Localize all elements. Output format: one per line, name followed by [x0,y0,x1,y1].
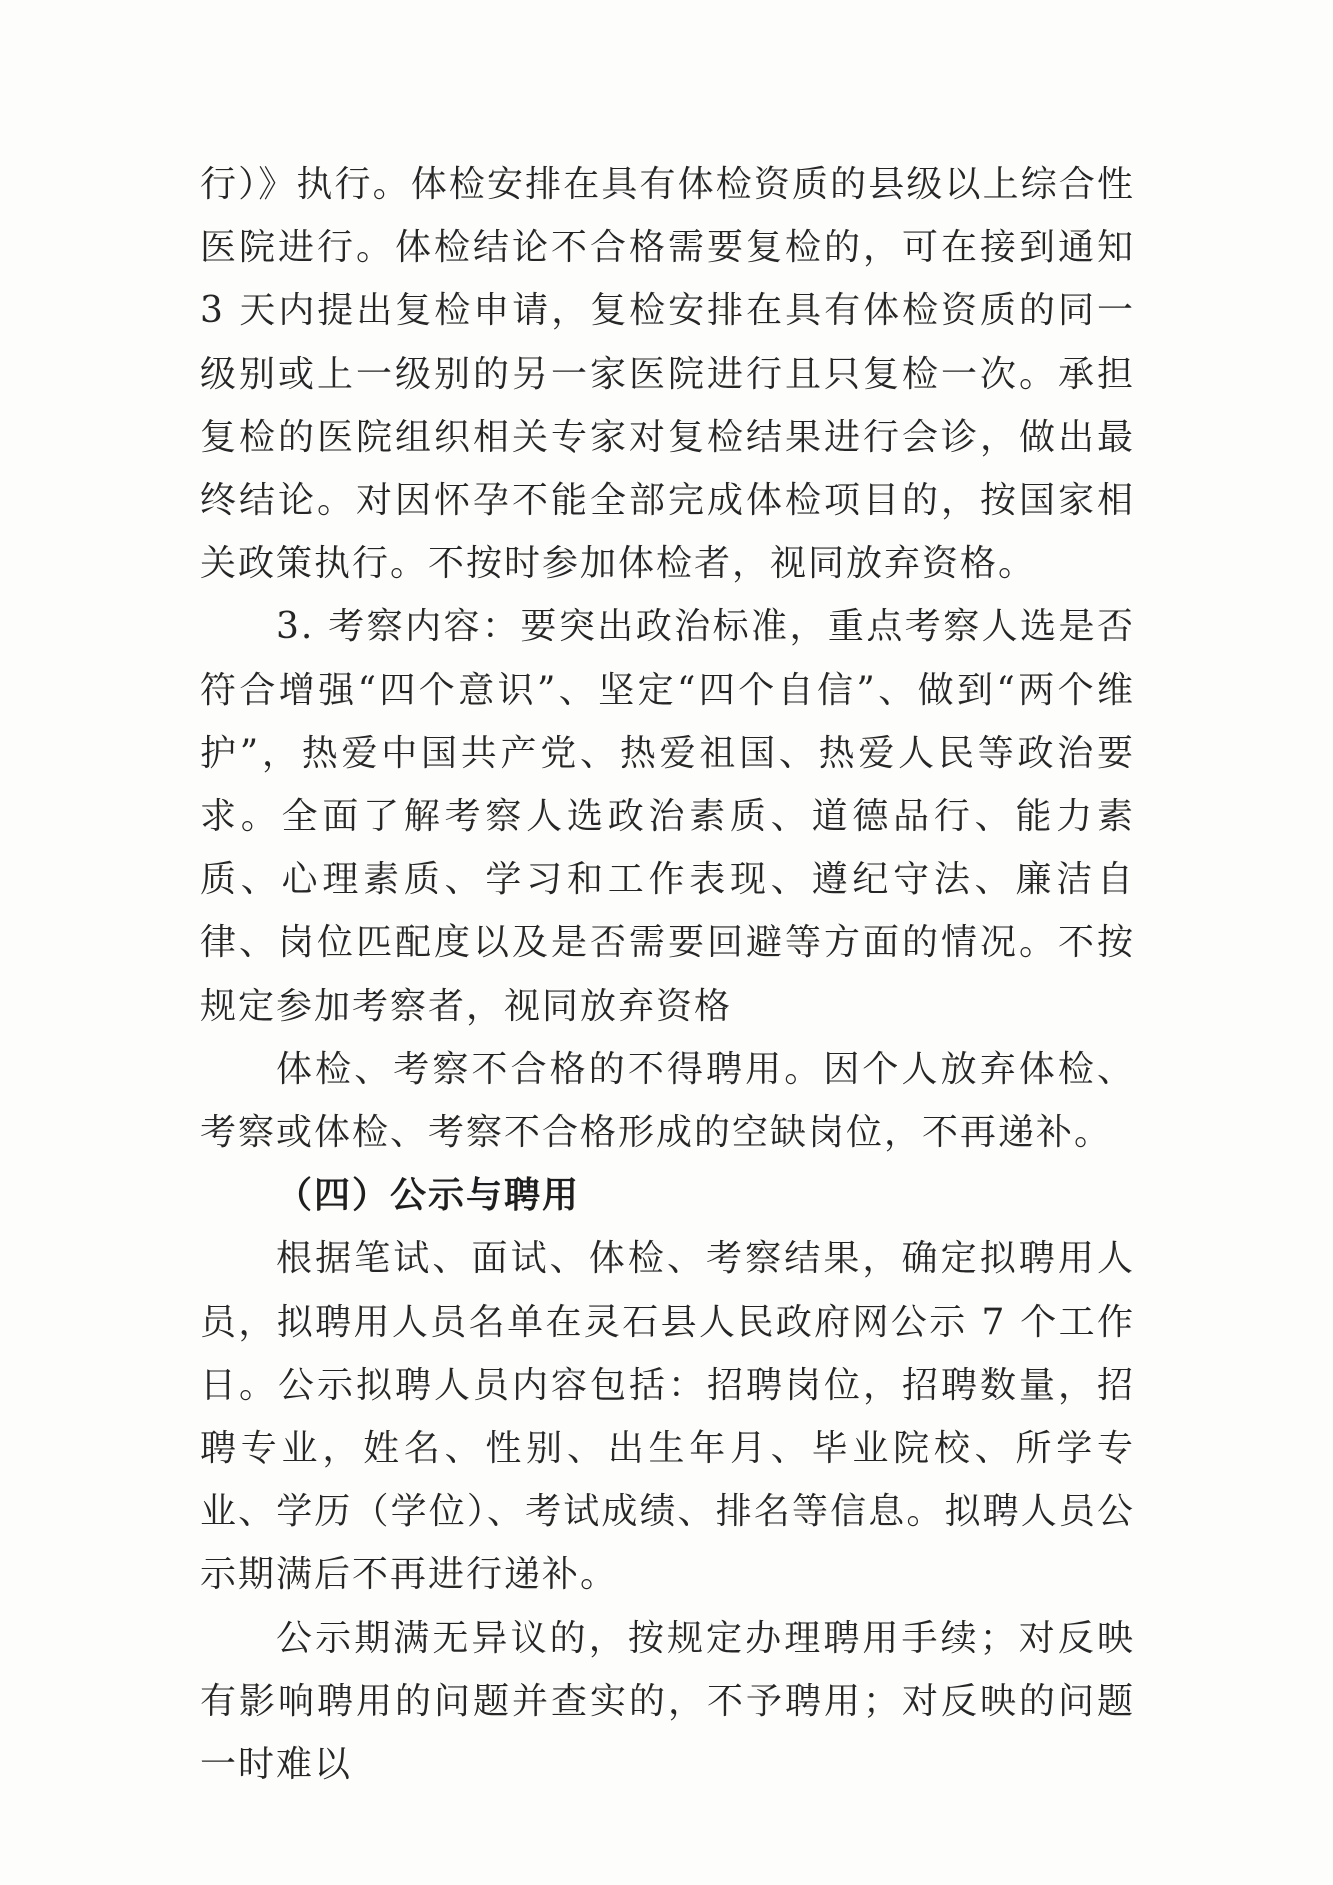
section-heading-publicity-and-hiring: （四）公示与聘用 [276,1175,581,1217]
paragraph-hiring-procedures: 公示期满无异议的，按规定办理聘用手续；对反映有影响聘用的问题并查实的，不予聘用；对反映的问题一时难以 [200,1617,1135,1786]
document-body [200,153,1135,1796]
paragraph-physical-exam-continued: 行）》执行。体检安排在具有体检资质的县级以上综合性医院进行。体检结论不合格需要复检的，可在接到通知 3 天内提出复检申请，复检安排在具有体检资质的同一级别或上一级别的另一家医院进行且只复检一次。承担复检的医院组织相关专家对复检结果进行会诊，做出最终结论。对因怀孕不能全部完成体检项目的，按国家相关政策执行。不按时参加体检者，视同放弃资格。 [200,164,1135,585]
paragraph-inspection-content: 3. 考察内容：要突出政治标准，重点考察人选是否符合增强“四个意识”、坚定“四个自信”、做到“两个维护”，热爱中国共产党、热爱祖国、热爱人民等政治要求。全面了解考察人选政治素质、道德品行、能力素质、心理素质、学习和工作表现、遵纪守法、廉洁自律、岗位匹配度以及是否需要回避等方面的情况。不按规定参加考察者，视同放弃资格 [200,606,1135,1027]
paragraph-unqualified-not-hired: 体检、考察不合格的不得聘用。因个人放弃体检、考察或体检、考察不合格形成的空缺岗位，不再递补。 [200,1048,1135,1154]
paragraph-publicity-list: 根据笔试、面试、体检、考察结果，确定拟聘用人员，拟聘用人员名单在灵石县人民政府网公示 7 个工作日。公示拟聘人员内容包括：招聘岗位，招聘数量，招聘专业，姓名、性别、出生年月、毕业院校、所学专业、学历（学位）、考试成绩、排名等信息。拟聘人员公示期满后不再进行递补。 [200,1238,1135,1596]
